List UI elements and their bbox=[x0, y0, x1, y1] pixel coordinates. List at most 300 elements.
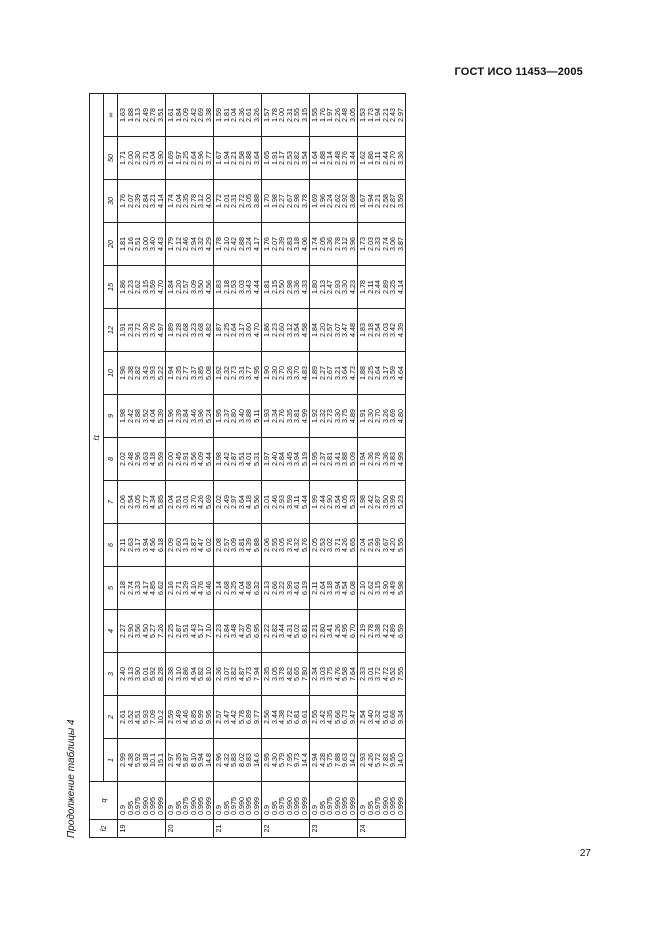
column-header: 50 bbox=[104, 137, 118, 180]
quantile-value: 2.44 bbox=[373, 280, 382, 294]
quantile-value: 3.40 bbox=[148, 237, 157, 251]
quantile-cell bbox=[358, 395, 406, 438]
quantile-value: 2.78 bbox=[365, 624, 375, 638]
quantile-value: 1.94 bbox=[358, 452, 367, 466]
quantile-value: 5.01 bbox=[140, 667, 150, 681]
quantile-value: 2.04 bbox=[166, 495, 175, 509]
quantile-value: 4.95 bbox=[340, 624, 349, 638]
quantile-cell bbox=[262, 309, 310, 352]
quantile-value: 4.00 bbox=[203, 194, 213, 208]
quantile-value: 4.17 bbox=[251, 237, 261, 251]
quantile-value: 6.08 bbox=[347, 581, 357, 595]
quantile-value: 3.70 bbox=[188, 495, 198, 509]
quantile-value: 3.25 bbox=[229, 581, 238, 595]
quantile-value: 2.50 bbox=[277, 280, 286, 294]
quantile-value: 2.60 bbox=[173, 538, 183, 552]
quantile-value: 3.68 bbox=[347, 194, 357, 208]
quantile-value: 4.04 bbox=[236, 581, 246, 595]
quantile-value: 5.09 bbox=[347, 452, 357, 466]
quantile-value: 7.82 bbox=[380, 753, 390, 767]
quantile-value: 2.39 bbox=[133, 194, 142, 208]
quantile-value: 2.11 bbox=[118, 538, 127, 552]
quantile-cell bbox=[214, 739, 262, 782]
quantile-value: 2.09 bbox=[181, 108, 190, 122]
quantile-value: 4.20 bbox=[388, 538, 397, 552]
quantile-value: 1.73 bbox=[358, 237, 367, 251]
quantile-value: 2.73 bbox=[229, 366, 238, 380]
quantile-value: 2.53 bbox=[284, 151, 294, 165]
quantile-value: 2.44 bbox=[380, 151, 390, 165]
quantile-value: 2.02 bbox=[214, 495, 223, 509]
quantile-cell bbox=[310, 481, 358, 524]
quantile-value: 4.38 bbox=[277, 710, 286, 724]
quantile-value: 3.64 bbox=[340, 366, 349, 380]
quantile-value: 3.18 bbox=[325, 581, 334, 595]
quantile-cell bbox=[310, 309, 358, 352]
quantile-cell bbox=[358, 481, 406, 524]
quantile-cell bbox=[118, 653, 166, 696]
quantile-cell bbox=[262, 739, 310, 782]
quantile-value: 2.84 bbox=[277, 452, 286, 466]
quantile-value: 2.32 bbox=[317, 409, 327, 423]
quantile-cell bbox=[310, 352, 358, 395]
quantile-value: 4.72 bbox=[380, 667, 390, 681]
column-header: 9 bbox=[104, 395, 118, 438]
quantile-value: 4.35 bbox=[325, 710, 334, 724]
quantile-cell bbox=[214, 180, 262, 223]
quantile-value: 2.68 bbox=[181, 323, 190, 337]
quantile-cell bbox=[166, 438, 214, 481]
quantile-value: 3.01 bbox=[365, 667, 375, 681]
quantile-cell bbox=[166, 223, 214, 266]
quantile-value: 6.81 bbox=[299, 624, 309, 638]
quantile-value: 1.63 bbox=[118, 108, 127, 122]
q-value: 0.995 bbox=[196, 797, 205, 815]
quantile-value: 3.94 bbox=[140, 538, 150, 552]
quantile-value: 2.72 bbox=[236, 194, 246, 208]
q-value: 0.990 bbox=[380, 797, 390, 815]
quantile-value: 4.54 bbox=[340, 581, 349, 595]
quantile-value: 1.91 bbox=[269, 151, 279, 165]
quantile-value: 3.15 bbox=[373, 581, 382, 595]
quantile-value: 4.26 bbox=[340, 538, 349, 552]
q-value: 0.95 bbox=[269, 801, 279, 815]
quantile-value: 4.85 bbox=[148, 581, 157, 595]
quantile-value: 3.78 bbox=[277, 667, 286, 681]
quantile-value: 3.26 bbox=[380, 409, 390, 423]
quantile-cell bbox=[166, 610, 214, 653]
quantile-value: 2.23 bbox=[125, 280, 135, 294]
quantile-value: 3.51 bbox=[236, 452, 246, 466]
quantile-value: 3.42 bbox=[317, 710, 327, 724]
quantile-value: 1.76 bbox=[118, 194, 127, 208]
quantile-cell bbox=[214, 266, 262, 309]
quantile-value: 1.96 bbox=[166, 409, 175, 423]
quantile-value: 9.94 bbox=[196, 753, 205, 767]
quantile-cell bbox=[358, 180, 406, 223]
quantile-value: 5.23 bbox=[395, 495, 405, 509]
quantile-value: 2.05 bbox=[310, 538, 319, 552]
quantile-value: 4.89 bbox=[388, 624, 397, 638]
quantile-value: 2.71 bbox=[140, 151, 150, 165]
quantile-value: 2.42 bbox=[221, 452, 231, 466]
quantile-value: 4.18 bbox=[244, 495, 253, 509]
quantile-value: 2.19 bbox=[358, 624, 367, 638]
quantile-value: 3.17 bbox=[133, 538, 142, 552]
quantile-value: 7.94 bbox=[251, 667, 261, 681]
quantile-value: 2.07 bbox=[125, 194, 135, 208]
quantile-cell bbox=[214, 610, 262, 653]
quantile-value: 2.34 bbox=[310, 667, 319, 681]
quantile-cell bbox=[166, 180, 214, 223]
quantile-value: 2.94 bbox=[188, 237, 198, 251]
quantile-value: 3.13 bbox=[181, 538, 190, 552]
quantile-value: 4.82 bbox=[203, 323, 213, 337]
quantile-value: 1.72 bbox=[214, 194, 223, 208]
quantile-value: 3.43 bbox=[140, 366, 150, 380]
quantile-value: 2.36 bbox=[236, 108, 246, 122]
quantile-value: 3.22 bbox=[277, 581, 286, 595]
quantile-value: 7.95 bbox=[284, 753, 294, 767]
quantile-value: 4.32 bbox=[221, 753, 231, 767]
quantile-value: 4.26 bbox=[196, 495, 205, 509]
quantile-cell bbox=[310, 180, 358, 223]
quantile-value: 2.84 bbox=[221, 624, 231, 638]
quantile-value: 1.94 bbox=[221, 151, 231, 165]
table-row bbox=[262, 94, 310, 838]
quantile-value: 3.96 bbox=[347, 237, 357, 251]
quantile-value: 1.80 bbox=[310, 280, 319, 294]
quantile-value: 2.69 bbox=[196, 108, 205, 122]
quantile-value: 2.58 bbox=[380, 194, 390, 208]
quantile-value: 1.96 bbox=[118, 366, 127, 380]
quantile-cell bbox=[262, 653, 310, 696]
quantile-value: 3.63 bbox=[140, 452, 150, 466]
quantile-value: 2.54 bbox=[125, 495, 135, 509]
quantile-value: 1.86 bbox=[118, 280, 127, 294]
quantile-value: 2.31 bbox=[125, 323, 135, 337]
quantile-value: 3.99 bbox=[388, 495, 397, 509]
quantile-value: 1.98 bbox=[118, 409, 127, 423]
quantile-value: 6.99 bbox=[196, 710, 205, 724]
quantile-value: 2.21 bbox=[229, 151, 238, 165]
quantile-value: 3.26 bbox=[251, 108, 261, 122]
quantile-value: 3.38 bbox=[203, 108, 213, 122]
quantile-value: 4.28 bbox=[317, 753, 327, 767]
quantile-value: 2.64 bbox=[317, 581, 327, 595]
quantile-value: 1.61 bbox=[166, 108, 175, 122]
quantile-value: 3.50 bbox=[380, 495, 390, 509]
quantile-value: 7.09 bbox=[148, 710, 157, 724]
quantile-value: 3.00 bbox=[140, 237, 150, 251]
quantile-value: 2.61 bbox=[118, 710, 127, 724]
quantile-cell bbox=[358, 653, 406, 696]
quantile-value: 2.78 bbox=[188, 194, 198, 208]
quantile-value: 3.03 bbox=[317, 667, 327, 681]
quantile-cell bbox=[310, 524, 358, 567]
quantile-value: 5.88 bbox=[251, 538, 261, 552]
quantile-cell bbox=[118, 481, 166, 524]
quantile-value: 4.17 bbox=[140, 581, 150, 595]
quantile-value: 2.46 bbox=[269, 495, 279, 509]
quantile-value: 2.87 bbox=[229, 452, 238, 466]
quantile-value: 1.53 bbox=[358, 108, 367, 122]
quantile-value: 4.99 bbox=[299, 409, 309, 423]
quantile-value: 2.72 bbox=[133, 323, 142, 337]
quantile-value: 1.99 bbox=[310, 495, 319, 509]
quantile-value: 3.94 bbox=[332, 581, 342, 595]
quantile-value: 2.74 bbox=[125, 581, 135, 595]
quantile-value: 4.80 bbox=[395, 409, 405, 423]
quantile-value: 2.56 bbox=[262, 710, 271, 724]
q-values bbox=[310, 782, 358, 820]
quantile-value: 4.04 bbox=[148, 409, 157, 423]
quantile-value: 3.56 bbox=[188, 452, 198, 466]
quantile-value: 14.2 bbox=[347, 753, 357, 767]
quantile-value: 5.58 bbox=[340, 667, 349, 681]
quantile-value: 1.91 bbox=[118, 323, 127, 337]
quantile-cell bbox=[118, 180, 166, 223]
quantile-value: 1.69 bbox=[166, 151, 175, 165]
quantile-value: 5.11 bbox=[251, 409, 261, 423]
quantile-value: 2.15 bbox=[269, 280, 279, 294]
quantile-value: 2.28 bbox=[173, 323, 183, 337]
quantile-value: 3.38 bbox=[373, 624, 382, 638]
quantile-value: 3.87 bbox=[395, 237, 405, 251]
q-value: 0.995 bbox=[340, 797, 349, 815]
q-value: 0.990 bbox=[284, 797, 294, 815]
quantile-value: 2.51 bbox=[133, 237, 142, 251]
quantile-value: 1.84 bbox=[166, 280, 175, 294]
quantile-value: 2.92 bbox=[340, 194, 349, 208]
q-value: 0.95 bbox=[221, 801, 231, 815]
quantile-value: 3.88 bbox=[251, 194, 261, 208]
quantile-cell bbox=[118, 567, 166, 610]
quantile-value: 14.4 bbox=[299, 753, 309, 767]
quantile-value: 3.93 bbox=[148, 366, 157, 380]
quantile-value: 1.98 bbox=[214, 452, 223, 466]
quantile-value: 4.32 bbox=[373, 710, 382, 724]
table-header-row-2 bbox=[104, 94, 118, 838]
quantile-value: 3.40 bbox=[236, 409, 246, 423]
quantile-value: 5.33 bbox=[347, 495, 357, 509]
quantile-value: 1.86 bbox=[262, 323, 271, 337]
quantile-value: 1.65 bbox=[262, 151, 271, 165]
quantile-value: 2.35 bbox=[262, 667, 271, 681]
q-values bbox=[166, 782, 214, 820]
quantile-value: 2.57 bbox=[221, 538, 231, 552]
quantile-value: 6.70 bbox=[347, 624, 357, 638]
quantile-value: 4.50 bbox=[140, 624, 150, 638]
quantile-value: 3.88 bbox=[340, 452, 349, 466]
quantile-value: 2.91 bbox=[181, 452, 190, 466]
quantile-value: 5.44 bbox=[203, 452, 213, 466]
quantile-cell bbox=[262, 352, 310, 395]
quantile-value: 3.21 bbox=[148, 194, 157, 208]
quantile-value: 3.05 bbox=[277, 538, 286, 552]
quantile-value: 5.59 bbox=[155, 452, 165, 466]
quantile-value: 2.73 bbox=[325, 409, 334, 423]
quantile-value: 5.27 bbox=[148, 624, 157, 638]
quantile-value: 5.92 bbox=[133, 753, 142, 767]
quantile-value: 2.24 bbox=[325, 194, 334, 208]
quantile-value: 7.88 bbox=[332, 753, 342, 767]
quantile-value: 1.81 bbox=[262, 280, 271, 294]
quantile-cell bbox=[166, 137, 214, 180]
quantile-value: 2.58 bbox=[236, 151, 246, 165]
quantile-value: 5.44 bbox=[299, 495, 309, 509]
quantile-value: 2.87 bbox=[373, 495, 382, 509]
table-row bbox=[310, 94, 358, 838]
quantile-value: 3.59 bbox=[395, 194, 405, 208]
quantile-value: 2.08 bbox=[214, 538, 223, 552]
quantile-value: 3.43 bbox=[244, 280, 253, 294]
quantile-cell bbox=[118, 395, 166, 438]
quantile-cell bbox=[118, 266, 166, 309]
quantile-value: 2.47 bbox=[325, 280, 334, 294]
quantile-value: 2.36 bbox=[365, 452, 375, 466]
quantile-value: 3.05 bbox=[347, 108, 357, 122]
quantile-value: 2.11 bbox=[310, 581, 319, 595]
quantile-value: 5.66 bbox=[332, 710, 342, 724]
quantile-value: 2.30 bbox=[365, 409, 375, 423]
quantile-cell bbox=[214, 94, 262, 137]
quantile-value: 3.30 bbox=[340, 280, 349, 294]
quantile-value: 3.12 bbox=[196, 194, 205, 208]
quantile-value: 5.92 bbox=[148, 667, 157, 681]
quantile-value: 3.07 bbox=[221, 667, 231, 681]
quantile-value: 3.81 bbox=[292, 409, 301, 423]
quantile-value: 2.14 bbox=[325, 151, 334, 165]
quantile-value: 3.77 bbox=[140, 495, 150, 509]
quantile-value: 6.62 bbox=[155, 581, 165, 595]
quantile-value: 3.36 bbox=[380, 452, 390, 466]
q-value: 0.990 bbox=[332, 797, 342, 815]
quantile-value: 2.06 bbox=[118, 495, 127, 509]
quantile-value: 6.66 bbox=[388, 710, 397, 724]
quantile-value: 2.51 bbox=[173, 495, 183, 509]
quantile-value: 1.78 bbox=[214, 237, 223, 251]
quantile-value: 2.44 bbox=[317, 495, 327, 509]
quantile-value: 5.24 bbox=[203, 409, 213, 423]
quantile-value: 3.05 bbox=[244, 194, 253, 208]
quantile-value: 2.37 bbox=[317, 452, 327, 466]
quantile-value: 2.36 bbox=[325, 237, 334, 251]
quantile-value: 2.82 bbox=[269, 624, 279, 638]
quantile-value: 3.81 bbox=[236, 538, 246, 552]
quantile-value: 4.31 bbox=[284, 624, 294, 638]
quantile-value: 2.60 bbox=[277, 323, 286, 337]
quantile-value: 2.06 bbox=[262, 538, 271, 552]
quantile-value: 2.90 bbox=[125, 624, 135, 638]
quantile-value: 6.46 bbox=[203, 581, 213, 595]
quantile-value: 4.70 bbox=[155, 280, 165, 294]
quantile-value: 5.72 bbox=[373, 753, 382, 767]
quantile-value: 2.01 bbox=[262, 495, 271, 509]
q-value: 0.995 bbox=[148, 797, 157, 815]
column-header: 2 bbox=[104, 696, 118, 739]
quantile-value: 2.11 bbox=[365, 280, 375, 294]
quantile-value: 4.34 bbox=[148, 495, 157, 509]
header-q: q bbox=[90, 782, 118, 820]
quantile-value: 5.76 bbox=[299, 538, 309, 552]
quantile-value: 1.71 bbox=[118, 151, 127, 165]
quantile-value: 2.80 bbox=[317, 624, 327, 638]
quantile-value: 6.73 bbox=[340, 710, 349, 724]
quantile-value: 9.61 bbox=[299, 710, 309, 724]
quantile-value: 2.42 bbox=[229, 237, 238, 251]
header-f2: f2 bbox=[90, 820, 118, 838]
f2-value: 20 bbox=[166, 820, 214, 838]
quantile-value: 1.95 bbox=[310, 452, 319, 466]
quantile-value: 4.42 bbox=[229, 710, 238, 724]
f-distribution-table bbox=[89, 93, 406, 838]
quantile-value: 2.22 bbox=[262, 624, 271, 638]
quantile-value: 2.35 bbox=[173, 366, 183, 380]
quantile-value: 4.89 bbox=[347, 409, 357, 423]
quantile-value: 2.97 bbox=[229, 495, 238, 509]
quantile-value: 1.67 bbox=[358, 194, 367, 208]
quantile-value: 3.13 bbox=[125, 667, 135, 681]
q-value: 0.999 bbox=[299, 797, 309, 815]
quantile-value: 2.64 bbox=[229, 323, 238, 337]
q-value: 0.990 bbox=[140, 797, 150, 815]
quantile-value: 4.11 bbox=[292, 495, 301, 509]
quantile-value: 4.43 bbox=[188, 624, 198, 638]
q-value: 0.95 bbox=[365, 801, 375, 815]
quantile-value: 4.06 bbox=[299, 237, 309, 251]
quantile-value: 2.45 bbox=[173, 452, 183, 466]
quantile-value: 3.78 bbox=[299, 194, 309, 208]
quantile-cell bbox=[166, 739, 214, 782]
quantile-value: 2.25 bbox=[365, 366, 375, 380]
quantile-value: 3.26 bbox=[284, 366, 294, 380]
quantile-value: 2.12 bbox=[173, 237, 183, 251]
quantile-value: 7.64 bbox=[347, 667, 357, 681]
q-value: 0.975 bbox=[229, 797, 238, 815]
quantile-value: 2.62 bbox=[332, 194, 342, 208]
quantile-cell bbox=[166, 567, 214, 610]
quantile-value: 14.0 bbox=[395, 753, 405, 767]
quantile-value: 4.83 bbox=[299, 366, 309, 380]
quantile-value: 3.82 bbox=[229, 667, 238, 681]
quantile-value: 4.82 bbox=[284, 667, 294, 681]
quantile-value: 4.22 bbox=[380, 624, 390, 638]
q-value: 0.995 bbox=[244, 797, 253, 815]
quantile-cell bbox=[166, 309, 214, 352]
quantile-value: 4.61 bbox=[292, 581, 301, 595]
quantile-cell bbox=[118, 352, 166, 395]
quantile-value: 4.44 bbox=[251, 280, 261, 294]
quantile-value: 9.63 bbox=[340, 753, 349, 767]
quantile-value: 5.98 bbox=[395, 581, 405, 595]
quantile-cell bbox=[166, 266, 214, 309]
quantile-cell bbox=[358, 524, 406, 567]
quantile-value: 2.87 bbox=[173, 624, 183, 638]
quantile-value: 3.41 bbox=[325, 624, 334, 638]
quantile-cell bbox=[310, 739, 358, 782]
quantile-cell bbox=[358, 266, 406, 309]
quantile-value: 3.54 bbox=[292, 323, 301, 337]
quantile-value: 3.07 bbox=[332, 323, 342, 337]
quantile-value: 3.70 bbox=[292, 366, 301, 380]
quantile-cell bbox=[166, 395, 214, 438]
quantile-value: 1.88 bbox=[125, 108, 135, 122]
quantile-value: 2.54 bbox=[358, 710, 367, 724]
quantile-value: 10.1 bbox=[148, 753, 157, 767]
quantile-value: 2.74 bbox=[380, 237, 390, 251]
quantile-value: 2.42 bbox=[365, 495, 375, 509]
